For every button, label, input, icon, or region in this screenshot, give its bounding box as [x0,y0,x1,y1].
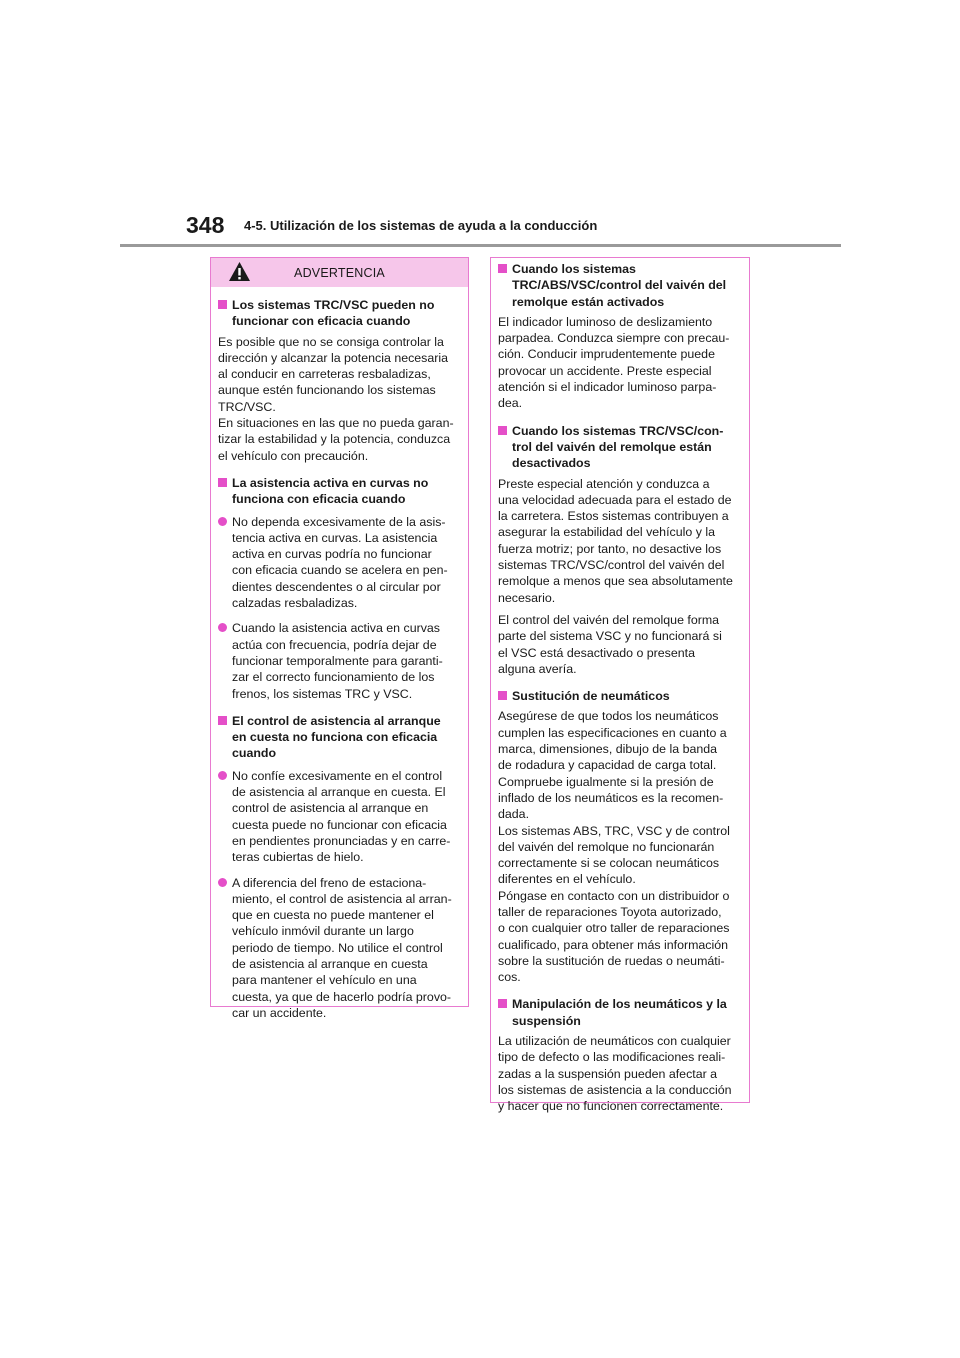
section-heading [218,713,461,762]
bullet-line: A diferencia del freno de estaciona- [232,875,427,890]
heading-line: suspensión [512,1013,581,1028]
paragraph-line: Asegúrese de que todos los neumáticos [498,709,719,724]
bullet-line: funcionar temporalmente para garanti- [232,653,443,668]
section-heading [218,475,461,508]
paragraph-line: Los sistemas ABS, TRC, VSC y de control [498,823,730,838]
paragraph-line: Compruebe igualmente si la presión de [498,774,714,789]
warning-triangle-icon [228,261,251,282]
paragraph-line: dea. [498,396,523,411]
paragraph-line: aunque estén funcionando los sistemas [218,383,436,398]
paragraph-line: inflado de los neumáticos es la recomen- [498,790,724,805]
bullet-line: activa en curvas podría no funcionar [232,547,432,562]
heading-line: Los sistemas TRC/VSC pueden no [232,298,435,312]
heading-text [512,996,743,1029]
bullet-line: de asistencia al arranque en cuesta [232,956,428,971]
continuation-panel [490,257,750,1114]
paragraph [498,612,743,677]
paragraph-line: zadas a la suspensión pueden afectar a [498,1066,718,1081]
paragraph-line: asegurar la estabilidad del vehículo y la [498,525,715,540]
bullet-text [232,514,461,612]
heading-line: TRC/ABS/VSC/control del vaivén del [512,278,727,293]
paragraph-line: el vehículo con precaución. [218,448,369,463]
section-heading [498,996,743,1029]
bullet-line: actúa con frecuencia, podría dejar de [232,637,437,652]
pink-square-icon [218,716,227,725]
warning-body [211,287,468,1021]
bullet-line: dientes descendentes o al circular por [232,579,441,594]
pink-square-icon [218,478,227,487]
bullet-line: para mantener el vehículo en una [232,973,417,988]
bullet-line: con eficacia cuando se acelera en pen- [232,563,448,578]
heading-text [232,297,461,330]
pink-square-icon [218,300,227,309]
paragraph-line: Póngase en contacto con un distribuidor o [498,888,730,903]
paragraph-line: dirección y alcanzar la potencia necesaria [218,350,449,365]
paragraph-line: tipo de defecto o las modificaciones reali- [498,1050,726,1065]
bullet-line: tencia activa en curvas. La asistencia [232,530,438,545]
bullet-line: control de asistencia al arranque en [232,801,429,816]
paragraph [498,708,743,985]
paragraph [498,476,743,606]
paragraph-line: de rodadura y capacidad de carga total. [498,758,717,773]
bullet-line: calzadas resbaladizas. [232,596,358,611]
paragraph-line: En situaciones en las que no pueda garan- [218,416,454,431]
paragraph-line: remolque a menos que sea absolutamente [498,574,733,589]
paragraph-line: fuerza motriz; por tanto, no desactive los [498,541,722,556]
heading-line: cuando [232,746,277,761]
paragraph-line: y hacer que no funcionen correctamente. [498,1099,724,1114]
paragraph-line: parte del sistema VSC y no funcionará si [498,629,722,644]
paragraph-line: atención si el indicador luminoso parpa- [498,380,717,395]
paragraph [498,314,743,412]
paragraph-line: El control del vaivén del remolque forma [498,612,720,627]
pink-dot-icon [218,517,227,526]
warning-panel [210,257,469,1020]
paragraph-line: Preste especial atención y conduzca a [498,476,710,491]
bullet-line: zar el correcto funcionamiento de los [232,670,435,685]
bullet-line: cuesta puede no funcionar con eficacia [232,817,447,832]
paragraph-line: alguna avería. [498,661,577,676]
bullet-line: periodo de tiempo. No utilice el control [232,940,443,955]
bullet-line: Cuando la asistencia activa en curvas [232,621,441,636]
bullet-text [232,875,461,1022]
paragraph-line: del vaivén del remolque no funcionarán [498,839,715,854]
pink-square-icon [498,426,507,435]
paragraph-line: el VSC está desactivado o presenta [498,645,695,660]
bullet-line: No confíe excesivamente en el control [232,768,443,783]
paragraph-line: al conducir en carreteras resbaladizas, [218,367,431,382]
paragraph-line: sistemas TRC/VSC/control del vaivén del [498,558,725,573]
paragraph-line: dada. [498,807,530,822]
pink-square-icon [498,264,507,273]
paragraph-line: El indicador luminoso de deslizamiento [498,314,713,329]
bullet-item [218,875,461,1022]
bullet-line: vehículo inmóvil durante un largo [232,924,414,939]
section-heading [498,261,743,310]
warning-header [211,258,468,287]
pink-dot-icon [218,623,227,632]
section-heading [498,688,743,704]
bullet-line: car un accidente. [232,1005,327,1020]
paragraph-line: necesario. [498,590,556,605]
heading-line: Sustitución de neumáticos [512,689,670,704]
bullet-line: de asistencia al arranque en cuesta. El [232,785,446,800]
paragraph-line: diferentes en el vehículo. [498,872,636,887]
bullet-line: frenos, los sistemas TRC y VSC. [232,686,413,701]
section-heading [498,423,743,472]
bullet-item [218,620,461,701]
heading-text [512,261,743,310]
section-heading [218,297,461,330]
heading-line: trol del vaivén del remolque están [512,439,712,454]
paragraph-line: tizar la estabilidad y la potencia, conduzca [218,432,451,447]
bullet-line: teras cubiertas de hielo. [232,850,364,865]
paragraph [218,334,461,464]
paragraph-line: una velocidad adecuada para el estado de [498,492,732,507]
paragraph-line: la carretera. Estos sistemas contribuyen a [498,509,729,524]
pink-dot-icon [218,878,227,887]
paragraph-line: provocar un accidente. Preste especial [498,363,712,378]
paragraph-line: La utilización de neumáticos con cualquier [498,1034,731,1049]
bullet-item [218,514,461,612]
pink-square-icon [498,691,507,700]
heading-line: en cuesta no funciona con eficacia [232,730,438,745]
paragraph-line: marca, dimensiones, dibujo de la banda [498,742,718,757]
bullet-line: miento, el control de asistencia al arran- [232,891,452,906]
heading-line: La asistencia activa en curvas no [232,475,429,490]
heading-line: Manipulación de los neumáticos y la [512,997,727,1012]
heading-line: desactivados [512,456,591,471]
paragraph-line: o con cualquier otro taller de reparaciones [498,921,730,936]
paragraph-line: cos. [498,970,521,985]
paragraph-line: sobre la sustitución de ruedas o neumáti- [498,953,725,968]
heading-text [232,713,461,762]
bullet-line: en pendientes pronunciadas y en carre- [232,833,451,848]
paragraph-line: parpadea. Conduzca siempre con precau- [498,331,730,346]
heading-text [512,423,743,472]
bullet-line: que en cuesta no puede mantener el [232,908,434,923]
chapter-title: 4-5. Utilización de los sistemas de ayuda a la conducción [244,218,598,233]
paragraph-line: TRC/VSC. [218,399,276,414]
heading-text [512,688,743,704]
pink-dot-icon [218,771,227,780]
paragraph-line: los sistemas de asistencia a la conducción [498,1082,732,1097]
heading-line: funcionar con eficacia cuando [232,314,411,329]
bullet-text [232,768,461,866]
heading-line: Cuando los sistemas [512,262,636,276]
heading-line: funciona con eficacia cuando [232,492,406,507]
heading-text [232,475,461,508]
bullet-item [218,768,461,866]
bullet-text [232,620,461,701]
warning-title: ADVERTENCIA [294,265,385,280]
heading-line: El control de asistencia al arranque [232,713,441,728]
bullet-line: No dependa excesivamente de la asis- [232,514,446,529]
paragraph-line: cualificado, para obtener más información [498,937,729,952]
page-number: 348 [186,212,225,238]
paragraph-line: Es posible que no se consiga controlar la [218,334,444,349]
bullet-line: cuesta, ya que de hacerlo podría provo- [232,989,452,1004]
paragraph-line: correctamente si se colocan neumáticos [498,856,720,871]
paragraph-line: taller de reparaciones Toyota autorizado, [498,904,722,919]
header-rule [120,244,841,247]
heading-line: remolque están activados [512,294,665,309]
paragraph-line: ción. Conducir imprudentemente puede [498,347,715,362]
heading-line: Cuando los sistemas TRC/VSC/con- [512,423,724,438]
paragraph [498,1033,743,1114]
pink-square-icon [498,999,507,1008]
paragraph-line: cumplen las especificaciones en cuanto a [498,725,727,740]
